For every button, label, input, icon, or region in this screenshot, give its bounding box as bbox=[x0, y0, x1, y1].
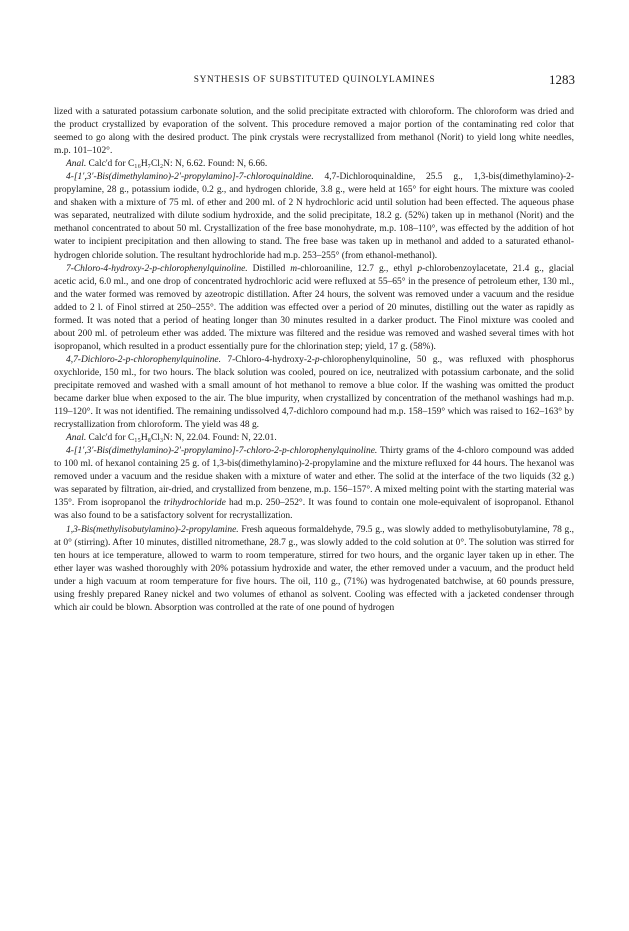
paragraph bbox=[54, 158, 574, 171]
text-run: Calc'd for C₁₆H₇Cl₂N: N, 6.62. Found: N, 6.66. bbox=[86, 159, 268, 170]
paragraph bbox=[54, 263, 574, 354]
text-run: 7-Chloro-4-hydroxy-2- bbox=[221, 354, 315, 365]
text-run: had m.p. 250–252°. It was found to contain one mole-equivalent of isopropanol. Ethanol was also found to be a satisfactory solvent for recrystallization. bbox=[54, 498, 574, 522]
running-title: SYNTHESIS OF SUBSTITUTED QUINOLYLAMINES bbox=[193, 75, 436, 85]
italic-run: Anal. bbox=[66, 159, 87, 170]
italic-run: 4-[1′,3′-Bis(dimethylamino)-2′-propylamino]-7-chloro-2-p-chlorophenylquinoline. bbox=[66, 446, 378, 457]
italic-run: Anal. bbox=[66, 433, 87, 444]
text-run: lized with a saturated potassium carbonate solution, and the solid precipitate extracted with chloroform. The chloroform was dried and the product crystallized by evaporation of the solvent. This procedure removed a major portion of the contaminating red color that seemed to go along with the desired product. The pink crystals were recrystallized from methanol (Norit) to yield long white needles, m.p. 101–102°. bbox=[54, 107, 574, 157]
text-run: Distilled bbox=[247, 263, 291, 274]
italic-run: p bbox=[417, 263, 423, 274]
paragraph bbox=[54, 171, 574, 262]
italic-run: 1,3-Bis(methylisobutylamino)-2-propylamine. bbox=[66, 524, 239, 535]
italic-run: trihydrochloride bbox=[163, 498, 226, 509]
running-header bbox=[54, 72, 575, 92]
paragraph bbox=[54, 106, 574, 158]
italic-run: m bbox=[290, 263, 298, 274]
italic-run: p bbox=[314, 354, 320, 365]
paragraph bbox=[54, 445, 574, 523]
text-run: -chloroaniline, 12.7 g., ethyl bbox=[297, 263, 418, 274]
body-text bbox=[54, 106, 574, 615]
text-run: 4,7-Dichloroquinaldine, 25.5 g., 1,3-bis(dimethylamino)-2-propylamine, 28 g., potassium iodide, 0.2 g., and hydrogen chloride, 3.8 g., were held at 165° for eight hours. The mixture was cooled and shaken with a mixture of 75 ml. of ether and 200 ml. of 2 N hydrochloric acid until solution had been effected. The aqueous phase was separated, neutralized with dilute sodium hydroxide, and the solid precipitate, 18.2 g. (52%) taken up in methanol (Norit) and the methanol concentrated to about 50 ml. Crystallization of the free base monohydrate, m.p. 108–110°, was effected by the addition of hot water to incipient precipitation and then allowing to stand. The free base was taken up in methanol and added to a saturated ethanol-hydrogen chloride solution. The resultant hydrochloride had m.p. 253–255° (from ethanol-methanol). bbox=[54, 172, 574, 261]
paragraph bbox=[54, 354, 574, 432]
page-number: 1283 bbox=[549, 72, 575, 87]
text-run: Thirty grams of the 4-chloro compound was added to 100 ml. of hexanol containing 25 g. of 1,3-bis(dimethylamino)-2-propylamine and the mixture refluxed for 44 hours. The hexanol was removed under a vacuum and the residue shaken with a mixture of water and ether. The solid at the interface of the two liquids (32 g.) was separated by filtration, air-dried, and crystallized from benzene, m.p. 156–157°. A mixed melting point with the starting material was 135°. From isopropanol the bbox=[54, 446, 574, 509]
paragraph bbox=[54, 524, 574, 615]
italic-run: 7-Chloro-4-hydroxy-2-p-chlorophenylquinoline. bbox=[66, 263, 248, 274]
text-run: Calc'd for C₁₅H₈Cl₃N: N, 22.04. Found: N, 22.01. bbox=[86, 433, 277, 444]
italic-run: 4,7-Dichloro-2-p-chlorophenylquinoline. bbox=[66, 354, 221, 365]
text-run: Fresh aqueous formaldehyde, 79.5 g., was slowly added to methylisobutylamine, 78 g., at 0° (stirring). After 10 minutes, distilled nitromethane, 28.7 g., was slowly added to the cold solution at 0°. The solution was stirred for ten hours at ice temperature, allowed to warm to room temperature, stirred for two hours, and the organic layer taken up in ether. The ether layer was washed thoroughly with 20% potassium hydroxide and water, the ether removed under a vacuum, and the product held under a high vacuum at room temperature for five hours. The oil, 110 g., (71%) was hydrogenated batchwise, at 60 pounds pressure, using freshly prepared Raney nickel and two volumes of ethanol as solvent. Cooling was effected with a jacketed condenser through which air could be blown. Absorption was controlled at the rate of one pound of hydrogen bbox=[54, 524, 574, 613]
paragraph bbox=[54, 432, 574, 445]
text-run: -chlorobenzoylacetate, 21.4 g., glacial acetic acid, 6.0 ml., and one drop of concentrated hydrochloric acid were refluxed at 55–65° in the presence of petroleum ether, 130 ml., and the water formed was removed by azeotropic distillation. After 24 hours, the solvent was removed under a vacuum and the residue added to 2 l. of Finol stirred at 250–255°. The addition was effected over a period of 20 minutes, distilling out the water as rapidly as formed. It was noted that a period of heating longer than 30 minutes resulted in a darker product. The Finol mixture was cooled and about 200 ml. of petroleum ether was added. The mixture was filtered and the residue was removed and washed several times with hot isopropanol, which resulted in a product essentially pure for the chlorination step; yield, 17 g. (58%). bbox=[54, 263, 575, 352]
italic-run: 4-[1′,3′-Bis(dimethylamino)-2′-propylamino]-7-chloroquinaldine. bbox=[66, 172, 314, 183]
text-run: -chlorophenylquinoline, 50 g., was refluxed with phosphorus oxychloride, 150 ml., for two hours. The black solution was cooled, poured on ice, neutralized with potassium carbonate, and the solid precipitate removed and washed with a small amount of hot methanol to remove a blue color. If the washing was omitted the product became darker blue when exposed to the air. The blue impurity, when crystallized by concentration of the methanol washings had m.p. 119–120°. It was not identified. The remaining undissolved 4,7-dichloro compound had m.p. 158–159° which was raised to 162–163° by recrystallization from chloroform. The yield was 48 g. bbox=[54, 354, 574, 431]
